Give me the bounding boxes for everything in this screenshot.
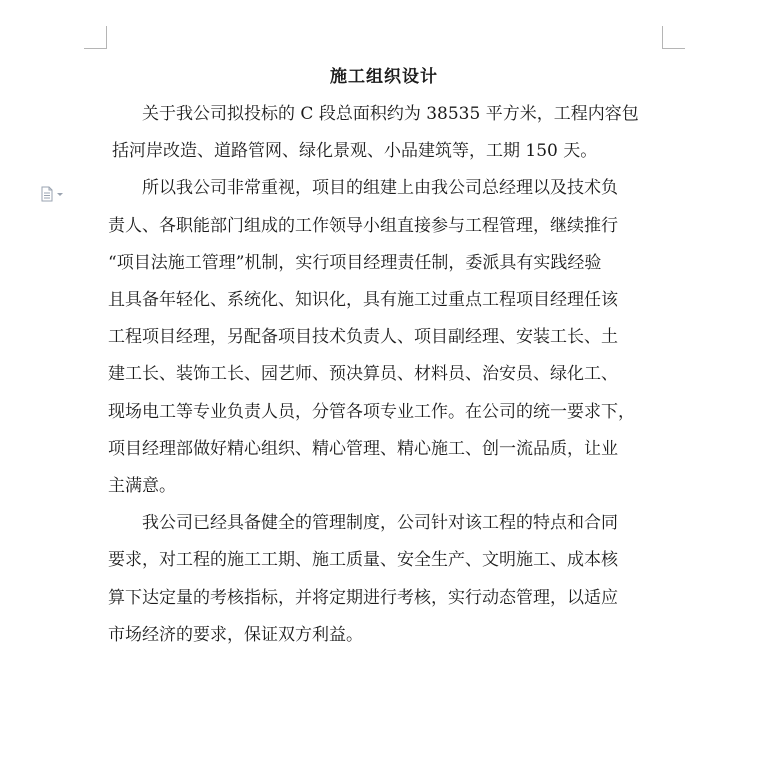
document-title: 施工组织设计 (330, 67, 438, 87)
paragraph-1 (108, 96, 664, 170)
paragraph-line: “项目法施工管理”机制，实行项目经理责任制，委派具有实践经验 (108, 252, 602, 273)
paragraph-line: 责人、各职能部门组成的工作领导小组直接参与工程管理，继续推行 (108, 215, 618, 236)
page-margin-corner-top-left (84, 26, 107, 49)
paragraph-line: 主满意。 (108, 476, 176, 497)
document-body (108, 96, 664, 654)
page-margin-corner-top-right (662, 26, 685, 49)
paragraph-line: 项目经理部做好精心组织、精心管理、精心施工、创一流品质，让业 (108, 438, 618, 459)
paragraph-line: 且具备年轻化、系统化、知识化，具有施工过重点工程项目经理任该 (108, 290, 618, 311)
paragraph-line: 算下达定量的考核指标，并将定期进行考核，实行动态管理，以适应 (108, 587, 618, 608)
paragraph-line: 所以我公司非常重视，项目的组建上由我公司总经理以及技术负 (142, 178, 618, 199)
paragraph-line: 关于我公司拟投标的 C 段总面积约为 38535 平方米，工程内容包 (142, 104, 639, 124)
paragraph-3 (108, 505, 664, 654)
paragraph-line: 现场电工等专业负责人员，分管各项专业工作。在公司的统一要求下， (108, 401, 635, 422)
paragraph-line: 我公司已经具备健全的管理制度，公司针对该工程的特点和合同 (142, 513, 618, 534)
paragraph-line: 建工长、装饰工长、园艺师、预决算员、材料员、治安员、绿化工、 (108, 364, 618, 385)
document-anchor-icon[interactable] (40, 186, 66, 202)
paragraph-2 (108, 170, 664, 505)
paragraph-line: 要求，对工程的施工工期、施工质量、安全生产、文明施工、成本核 (108, 550, 618, 571)
paragraph-line: 工程项目经理，另配备项目技术负责人、项目副经理、安装工长、土 (108, 327, 618, 348)
paragraph-line: 括河岸改造、道路管网、绿化景观、小品建筑等，工期 150 天。 (112, 141, 598, 162)
paragraph-line: 市场经济的要求，保证双方利益。 (108, 624, 363, 645)
